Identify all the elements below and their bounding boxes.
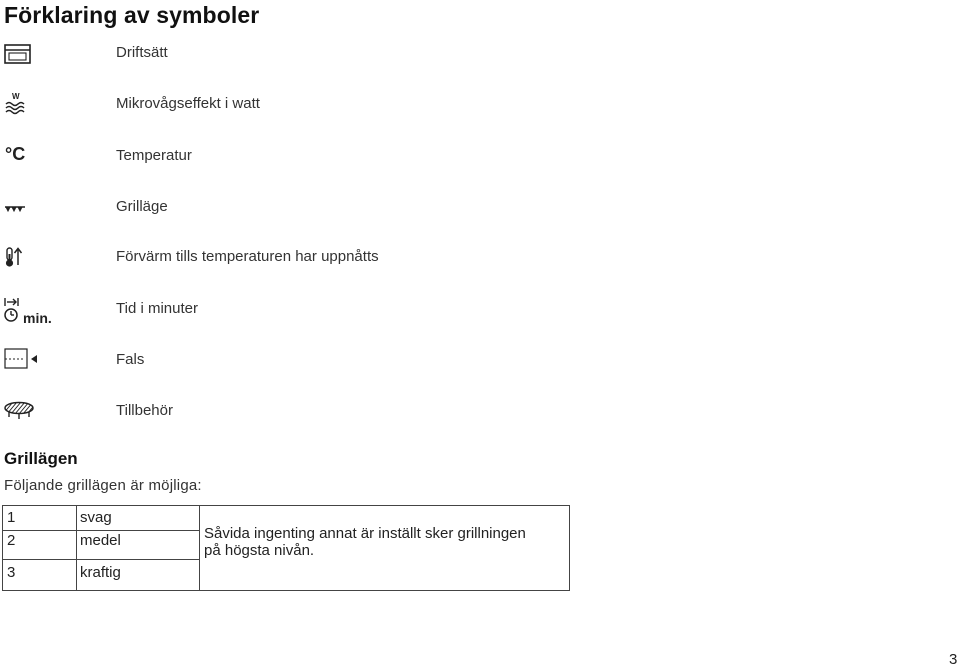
temperature-icon: [3, 142, 63, 172]
symbol-row-accessory: [0, 397, 600, 427]
grill-note: [204, 525, 564, 559]
table-cell-name: kraftig: [80, 564, 121, 581]
timer-icon: [3, 295, 63, 327]
grill-note-line-2: på högsta nivån.: [204, 542, 315, 559]
symbol-label: Tillbehör: [116, 402, 173, 419]
table-cell-name: medel: [80, 532, 121, 549]
grill-levels-table: [2, 505, 570, 591]
accessory-rack-icon: [3, 397, 63, 427]
svg-text:W: W: [12, 92, 20, 101]
symbol-label: Grilläge: [116, 198, 168, 215]
symbol-label: Fals: [116, 351, 145, 368]
symbol-row-grill: [0, 193, 600, 223]
symbol-label: Driftsätt: [116, 44, 168, 61]
table-divider: [3, 530, 200, 531]
symbol-row-operating-mode: [0, 40, 600, 70]
temperature-unit: °C: [5, 144, 26, 164]
symbol-row-preheat: [0, 243, 600, 273]
minutes-unit: min.: [23, 310, 52, 326]
symbol-row-temperature: [0, 142, 600, 172]
microwave-power-icon: [3, 90, 63, 120]
symbol-label: Mikrovågseffekt i watt: [116, 95, 260, 112]
page-title: Förklaring av symboler: [4, 2, 260, 28]
oven-mode-icon: [3, 40, 63, 70]
grill-section-title: Grillägen: [4, 449, 78, 468]
table-divider: [3, 559, 200, 560]
symbol-label: Förvärm tills temperaturen har uppnåtts: [116, 248, 379, 265]
symbol-row-microwave-power: [0, 90, 600, 120]
symbol-row-time: [0, 295, 600, 325]
page-number: 3: [949, 651, 958, 668]
symbol-label: Temperatur: [116, 147, 192, 164]
table-cell-level: 3: [7, 564, 16, 581]
table-cell-name: svag: [80, 509, 112, 526]
shelf-level-icon: [3, 346, 63, 376]
grill-section-intro: Följande grillägen är möjliga:: [4, 477, 202, 494]
table-cell-level: 1: [7, 509, 16, 526]
grill-note-line-1: Såvida ingenting annat är inställt sker grillningen: [204, 525, 526, 542]
table-cell-level: 2: [7, 532, 16, 549]
grill-icon: [3, 193, 63, 223]
preheat-icon: [3, 243, 63, 273]
table-divider: [76, 506, 77, 590]
symbol-row-shelf-level: [0, 346, 600, 376]
table-divider: [199, 506, 200, 590]
symbol-label: Tid i minuter: [116, 300, 198, 317]
